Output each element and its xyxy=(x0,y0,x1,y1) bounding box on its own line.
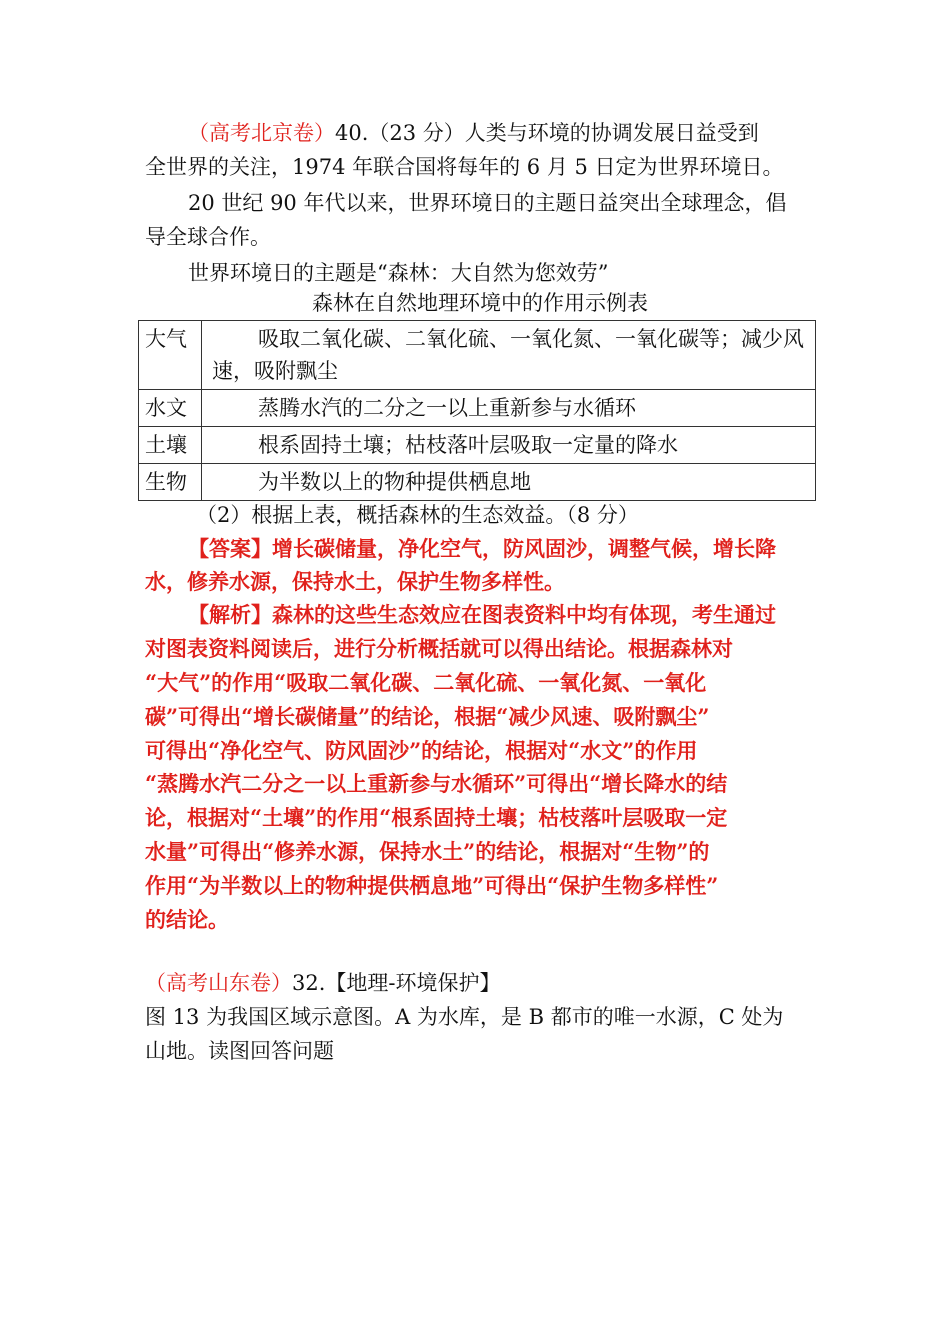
row-head-soil: 土壤 xyxy=(139,427,202,464)
analysis-line: “蒸腾水汽二分之一以上重新参与水循环”可得出“增长降水的结 xyxy=(145,771,728,796)
table-row xyxy=(139,321,816,390)
sub-question-2: （2）根据上表，概括森林的生态效益。（8 分） xyxy=(196,503,639,527)
table-title: 森林在自然地理环境中的作用示例表 xyxy=(312,291,648,315)
analysis-line: 【解析】森林的这些生态效应在图表资料中均有体现，考生通过 xyxy=(188,602,776,627)
question-40-line1 xyxy=(188,118,759,148)
question-40-intro: 40.（23 分）人类与环境的协调发展日益受到 xyxy=(335,121,759,145)
source-beijing: （高考北京卷） xyxy=(188,121,335,145)
question-32-line2: 山地。读图回答问题 xyxy=(145,1039,334,1063)
row-text-hydrology xyxy=(202,390,816,427)
question-32-title: 32.【地理-环境保护】 xyxy=(292,971,501,995)
table-row xyxy=(139,427,816,464)
paragraph-line: 20 世纪 90 年代以来，世界环境日的主题日益突出全球理念，倡 xyxy=(188,191,787,215)
answer-line: 水，修养水源，保持水土，保护生物多样性。 xyxy=(145,569,565,594)
table-row xyxy=(139,464,816,501)
row-head-biology: 生物 xyxy=(139,464,202,501)
question-32-heading xyxy=(145,968,501,998)
analysis-line: 水量”可得出“修养水源，保持水土”的结论，根据对“生物”的 xyxy=(145,839,710,864)
cell-text: 吸取二氧化碳、二氧化硫、一氧化氮、一氧化碳等；减少风速，吸附飘尘 xyxy=(212,327,804,383)
row-head-atmosphere: 大气 xyxy=(139,321,202,390)
row-text-soil xyxy=(202,427,816,464)
analysis-line: 论，根据对“土壤”的作用“根系固持土壤；枯枝落叶层吸取一定 xyxy=(145,805,728,830)
analysis-line: “大气”的作用“吸取二氧化碳、二氧化硫、一氧化氮、一氧化 xyxy=(145,670,707,695)
question-40-line2: 全世界的关注，1974 年联合国将每年的 6 月 5 日定为世界环境日。 xyxy=(145,155,784,179)
analysis-line: 作用“为半数以上的物种提供栖息地”可得出“保护生物多样性” xyxy=(145,873,719,898)
source-shandong: （高考山东卷） xyxy=(145,971,292,995)
theme-line: 世界环境日的主题是“森林：大自然为您效劳” xyxy=(188,261,609,285)
answer-line: 【答案】增长碳储量，净化空气，防风固沙，调整气候，增长降 xyxy=(188,536,776,561)
analysis-line: 可得出“净化空气、防风固沙”的结论，根据对“水文”的作用 xyxy=(145,738,698,763)
row-text-biology xyxy=(202,464,816,501)
cell-text: 蒸腾水汽的二分之一以上重新参与水循环 xyxy=(258,396,636,420)
row-head-hydrology: 水文 xyxy=(139,390,202,427)
question-32-line1: 图 13 为我国区域示意图。A 为水库，是 B 都市的唯一水源，C 处为 xyxy=(145,1005,784,1029)
analysis-line: 的结论。 xyxy=(145,907,229,932)
forest-role-table xyxy=(138,320,816,501)
cell-text: 为半数以上的物种提供栖息地 xyxy=(258,470,531,494)
analysis-line: 对图表资料阅读后，进行分析概括就可以得出结论。根据森林对 xyxy=(145,636,733,661)
table-row xyxy=(139,390,816,427)
cell-text: 根系固持土壤；枯枝落叶层吸取一定量的降水 xyxy=(258,433,678,457)
row-text-atmosphere xyxy=(202,321,816,390)
paragraph-line: 导全球合作。 xyxy=(145,225,271,249)
analysis-line: 碳”可得出“增长碳储量”的结论，根据“减少风速、吸附飘尘” xyxy=(145,704,710,729)
